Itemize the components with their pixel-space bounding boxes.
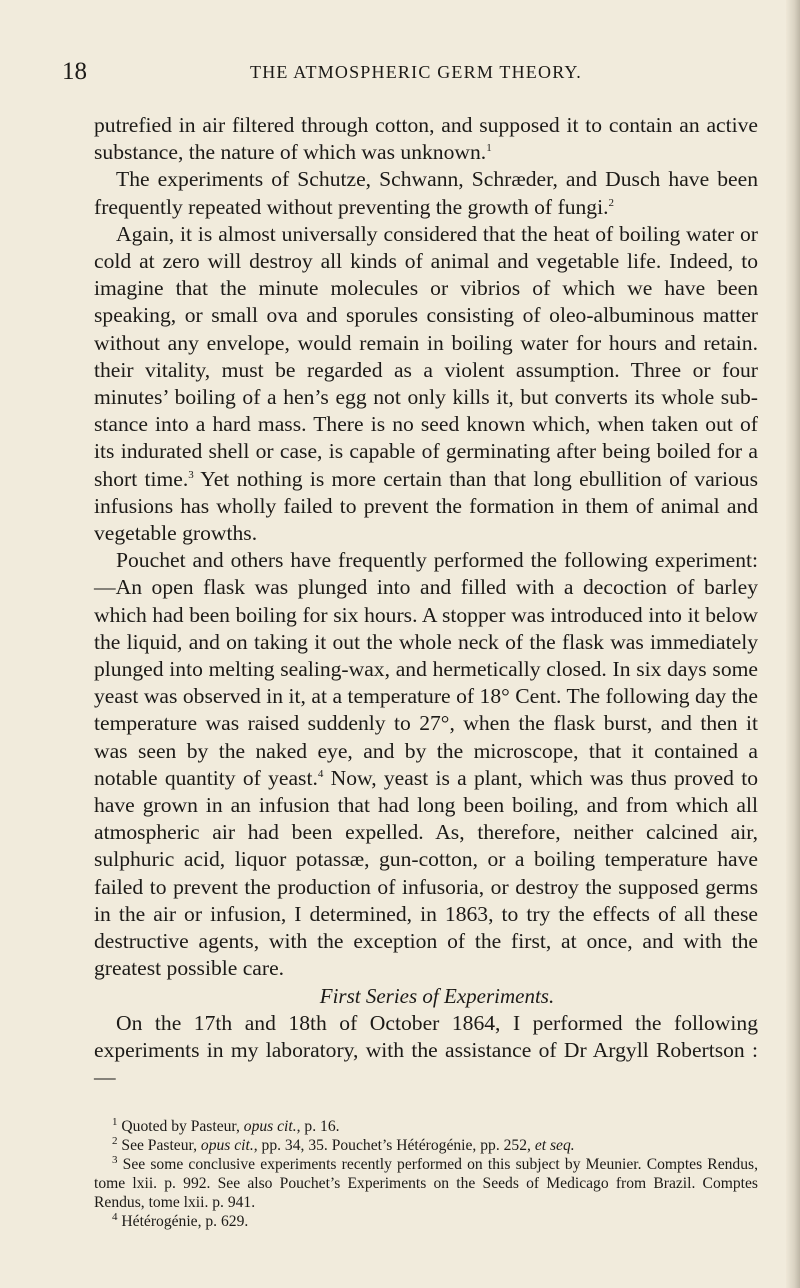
footnote-4 (94, 1212, 758, 1231)
footnote-mark-1: 1 (112, 1115, 118, 1128)
footnote-ref-2: 2 (608, 196, 614, 209)
footnote-ref-1: 1 (486, 142, 492, 155)
footnote-2-text: See Pasteur, (117, 1137, 201, 1154)
footnote-2-rest: , pp. 34, 35. Pouchet’s Hétérogénie, pp. 252, (253, 1137, 535, 1154)
paragraph-1-text: putrefied in air filtered through cotton, and supposed it to contain an active substance, the nature of which was unknown. (94, 113, 758, 165)
paragraph-5: On the 17th and 18th of October 1864, I performed the following experiments in my laboratory, with the assistance of Dr Argyll Robertson :— (94, 1010, 758, 1090)
paragraph-2 (94, 166, 758, 220)
footnote-3 (94, 1155, 758, 1212)
footnote-2-et-seq: et seq. (534, 1137, 575, 1154)
footnote-2 (94, 1136, 758, 1155)
paragraph-4-text-a: Pouchet and others have frequently performed the following experiment:—An open flask was plunged into and filled with a decoction of barley which had been boiling for six hours. A stopper was introduced into it below the liquid, and on taking it out the whole neck of the flask was immediately plunged into melting sealing-wax, and hermetically closed. In six days some yeast was observed in it, at a temperature of 18° Cent. The following day the temperature was raised suddenly to 27°, when the flask burst, and then it was seen by the naked eye, and by the microscope, that it contained a notable quantity of yeast. (94, 548, 758, 790)
running-head (62, 58, 770, 88)
paragraph-2-text: The experiments of Schutze, Schwann, Schræder, and Dusch have been frequently repeated without preventing the growth of fungi. (94, 167, 758, 219)
page-number: 18 (62, 58, 87, 85)
running-title: THE ATMOSPHERIC GERM THEORY. (250, 62, 582, 82)
paragraph-3 (94, 221, 758, 547)
footnotes (94, 1117, 758, 1231)
footnote-3-text: See some conclusive experiments recently performed on this subject by Meunier. Comptes Rendus, tome lxii. p. 992. See also Pouchet’s Experiments on the Seeds of Medicago from Brazil. Comptes Rendus, tome lxii. p. 941. (94, 1156, 758, 1211)
footnote-ref-3: 3 (188, 468, 194, 481)
page-edge-shadow (786, 0, 800, 1288)
footnote-2-citation: opus cit. (200, 1137, 254, 1154)
paragraph-4-text-b: Now, yeast is a plant, which was thus proved to have grown in an infusion that had long been boiling, and from which all atmospheric air had been expelled. As, therefore, neither calcined air, sulphuric acid, liquor potassæ, gun-cotton, or a boiling temperature have failed to prevent the production of infusoria, or destroy the supposed germs in the air or infusion, I determined, in 1863, to try the effects of all these destructive agents, with the exception of the first, at once, and with the greatest possible care. (94, 765, 758, 981)
footnote-1-citation: opus cit. (243, 1118, 297, 1135)
footnote-1-rest: , p. 16. (296, 1118, 340, 1135)
footnote-1 (94, 1117, 758, 1136)
footnote-mark-2: 2 (112, 1134, 118, 1147)
paragraph-3-text-a: Again, it is almost universally considered that the heat of boiling water or cold at zero will destroy all kinds of animal and vegetable life. Indeed, to imagine that the minute molecules or vibrios of which we have been speaking, or small ova and sporules consisting of oleo-albuminous matter without any envelope, would remain in boiling water for hours and retain. their vitality, must be regarded as a violent assumption. Three or four minutes’ boiling of a hen’s egg not only kills it, but converts its whole substance into a hard mass. There is no seed known which, when taken out of its indurated shell or case, is capable of germinating after being boiled for a short time. (94, 221, 758, 491)
footnote-mark-4: 4 (112, 1210, 118, 1223)
paragraph-3-text-b: Yet nothing is more certain than that long ebullition of various infusions has wholly failed to prevent the formation in them of animal and vegetable growths. (94, 466, 758, 546)
footnote-1-text: Quoted by Pasteur, (117, 1118, 244, 1135)
footnote-4-text: Hétérogénie, p. 629. (117, 1213, 249, 1230)
section-heading: First Series of Experiments. (319, 983, 555, 1008)
footnote-mark-3: 3 (112, 1153, 118, 1166)
paragraph-4 (94, 547, 758, 982)
footnote-ref-4: 4 (317, 767, 324, 780)
body-text (94, 112, 758, 1091)
paragraph-1 (94, 112, 758, 166)
